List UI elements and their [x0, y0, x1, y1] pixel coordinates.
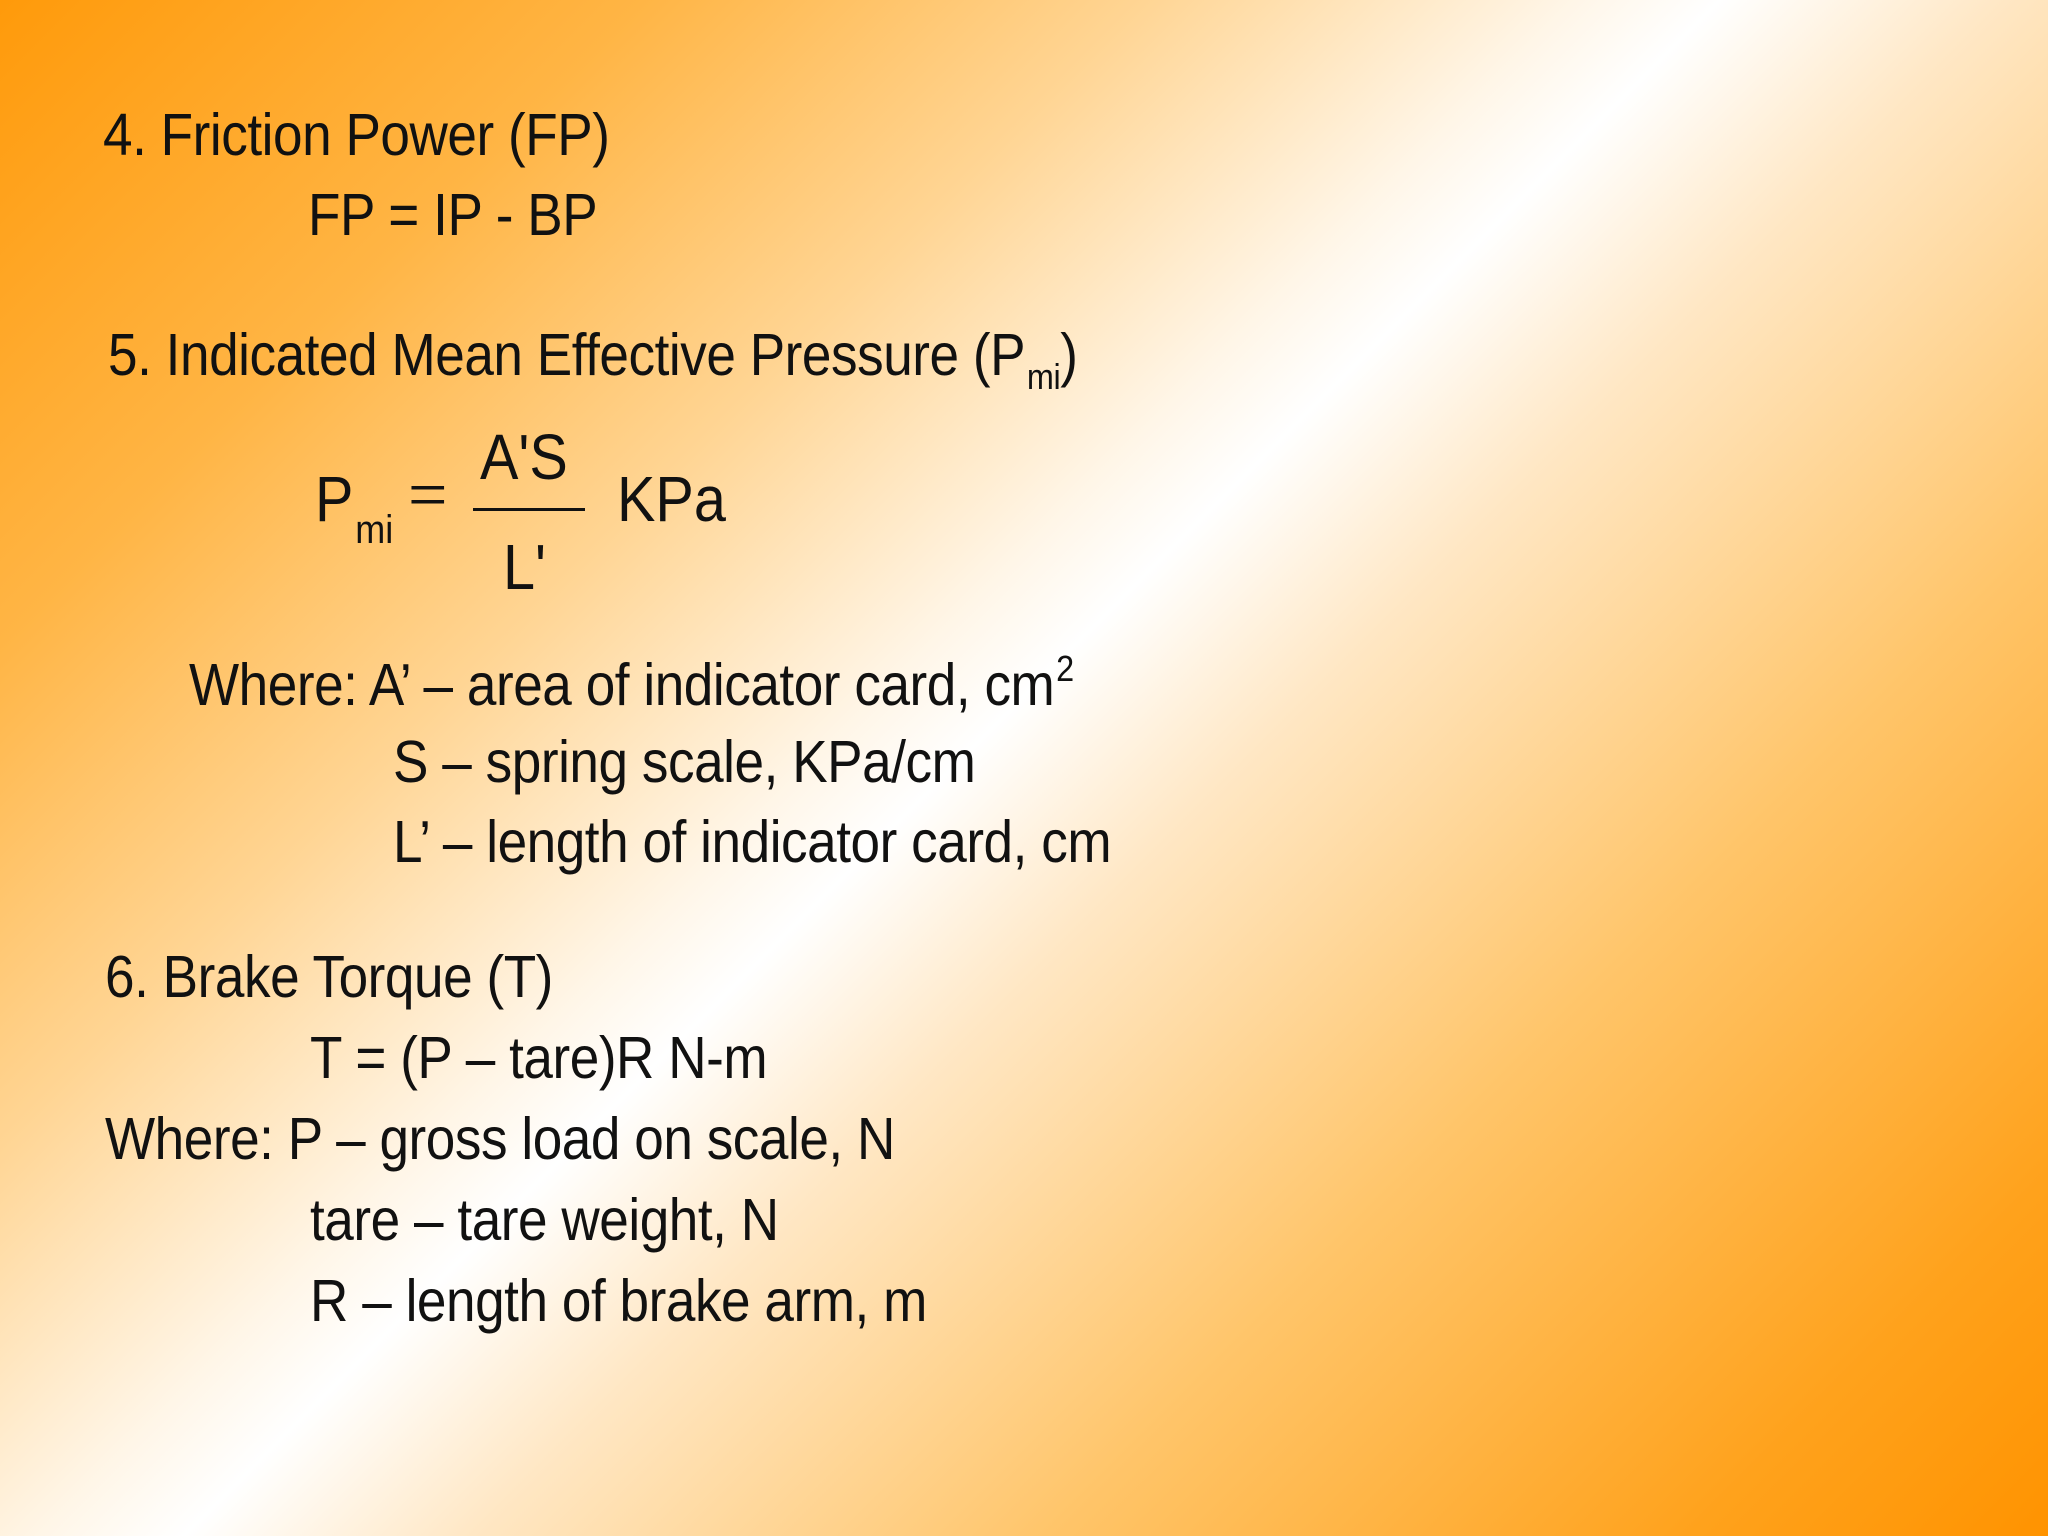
- fraction-bar: [473, 508, 585, 511]
- pressure-unit: KPa: [617, 463, 726, 535]
- where-gross-load-text: Where: P – gross load on scale, N: [105, 1106, 895, 1172]
- pmi-symbol: P: [315, 463, 354, 535]
- section6-heading-text: 6. Brake Torque (T): [105, 944, 553, 1010]
- section6-heading: [105, 944, 553, 1010]
- fraction-denominator: L': [503, 531, 547, 603]
- section5-heading-text: 5. Indicated Mean Effective Pressure (P: [108, 322, 1026, 388]
- section6-formula: [310, 1025, 768, 1091]
- section5-where-line2: [393, 729, 976, 795]
- section5-heading-subscript: mi: [1026, 356, 1061, 397]
- section6-where-line2: [310, 1187, 779, 1253]
- pmi-formula: [315, 421, 775, 605]
- where-brake-arm-text: R – length of brake arm, m: [310, 1268, 927, 1334]
- section4-heading: [103, 102, 610, 168]
- section4-heading-text: 4. Friction Power (FP): [103, 102, 610, 168]
- brake-torque-formula: T = (P – tare)R N-m: [310, 1025, 768, 1091]
- section5-heading-close: ): [1060, 322, 1078, 388]
- fraction-numerator: A'S: [480, 421, 568, 493]
- section5-where-line3: [393, 809, 1112, 875]
- section6-where-line1: [105, 1106, 895, 1172]
- pmi-formula-lhs: [315, 463, 394, 552]
- section5-heading: [108, 322, 1078, 397]
- where-spring-text: S – spring scale, KPa/cm: [393, 729, 976, 795]
- section4-formula: [308, 182, 598, 248]
- equals-sign: =: [408, 457, 448, 534]
- where-area-superscript: 2: [1056, 648, 1074, 689]
- section5-where-line1: [189, 648, 1074, 718]
- where-area-text: Where: A’ – area of indicator card, cm: [189, 652, 1055, 718]
- section6-where-line3: [310, 1268, 927, 1334]
- where-tare-text: tare – tare weight, N: [310, 1187, 779, 1253]
- pmi-subscript: mi: [355, 508, 394, 552]
- friction-power-formula: FP = IP - BP: [308, 182, 598, 248]
- where-length-text: L’ – length of indicator card, cm: [393, 809, 1112, 875]
